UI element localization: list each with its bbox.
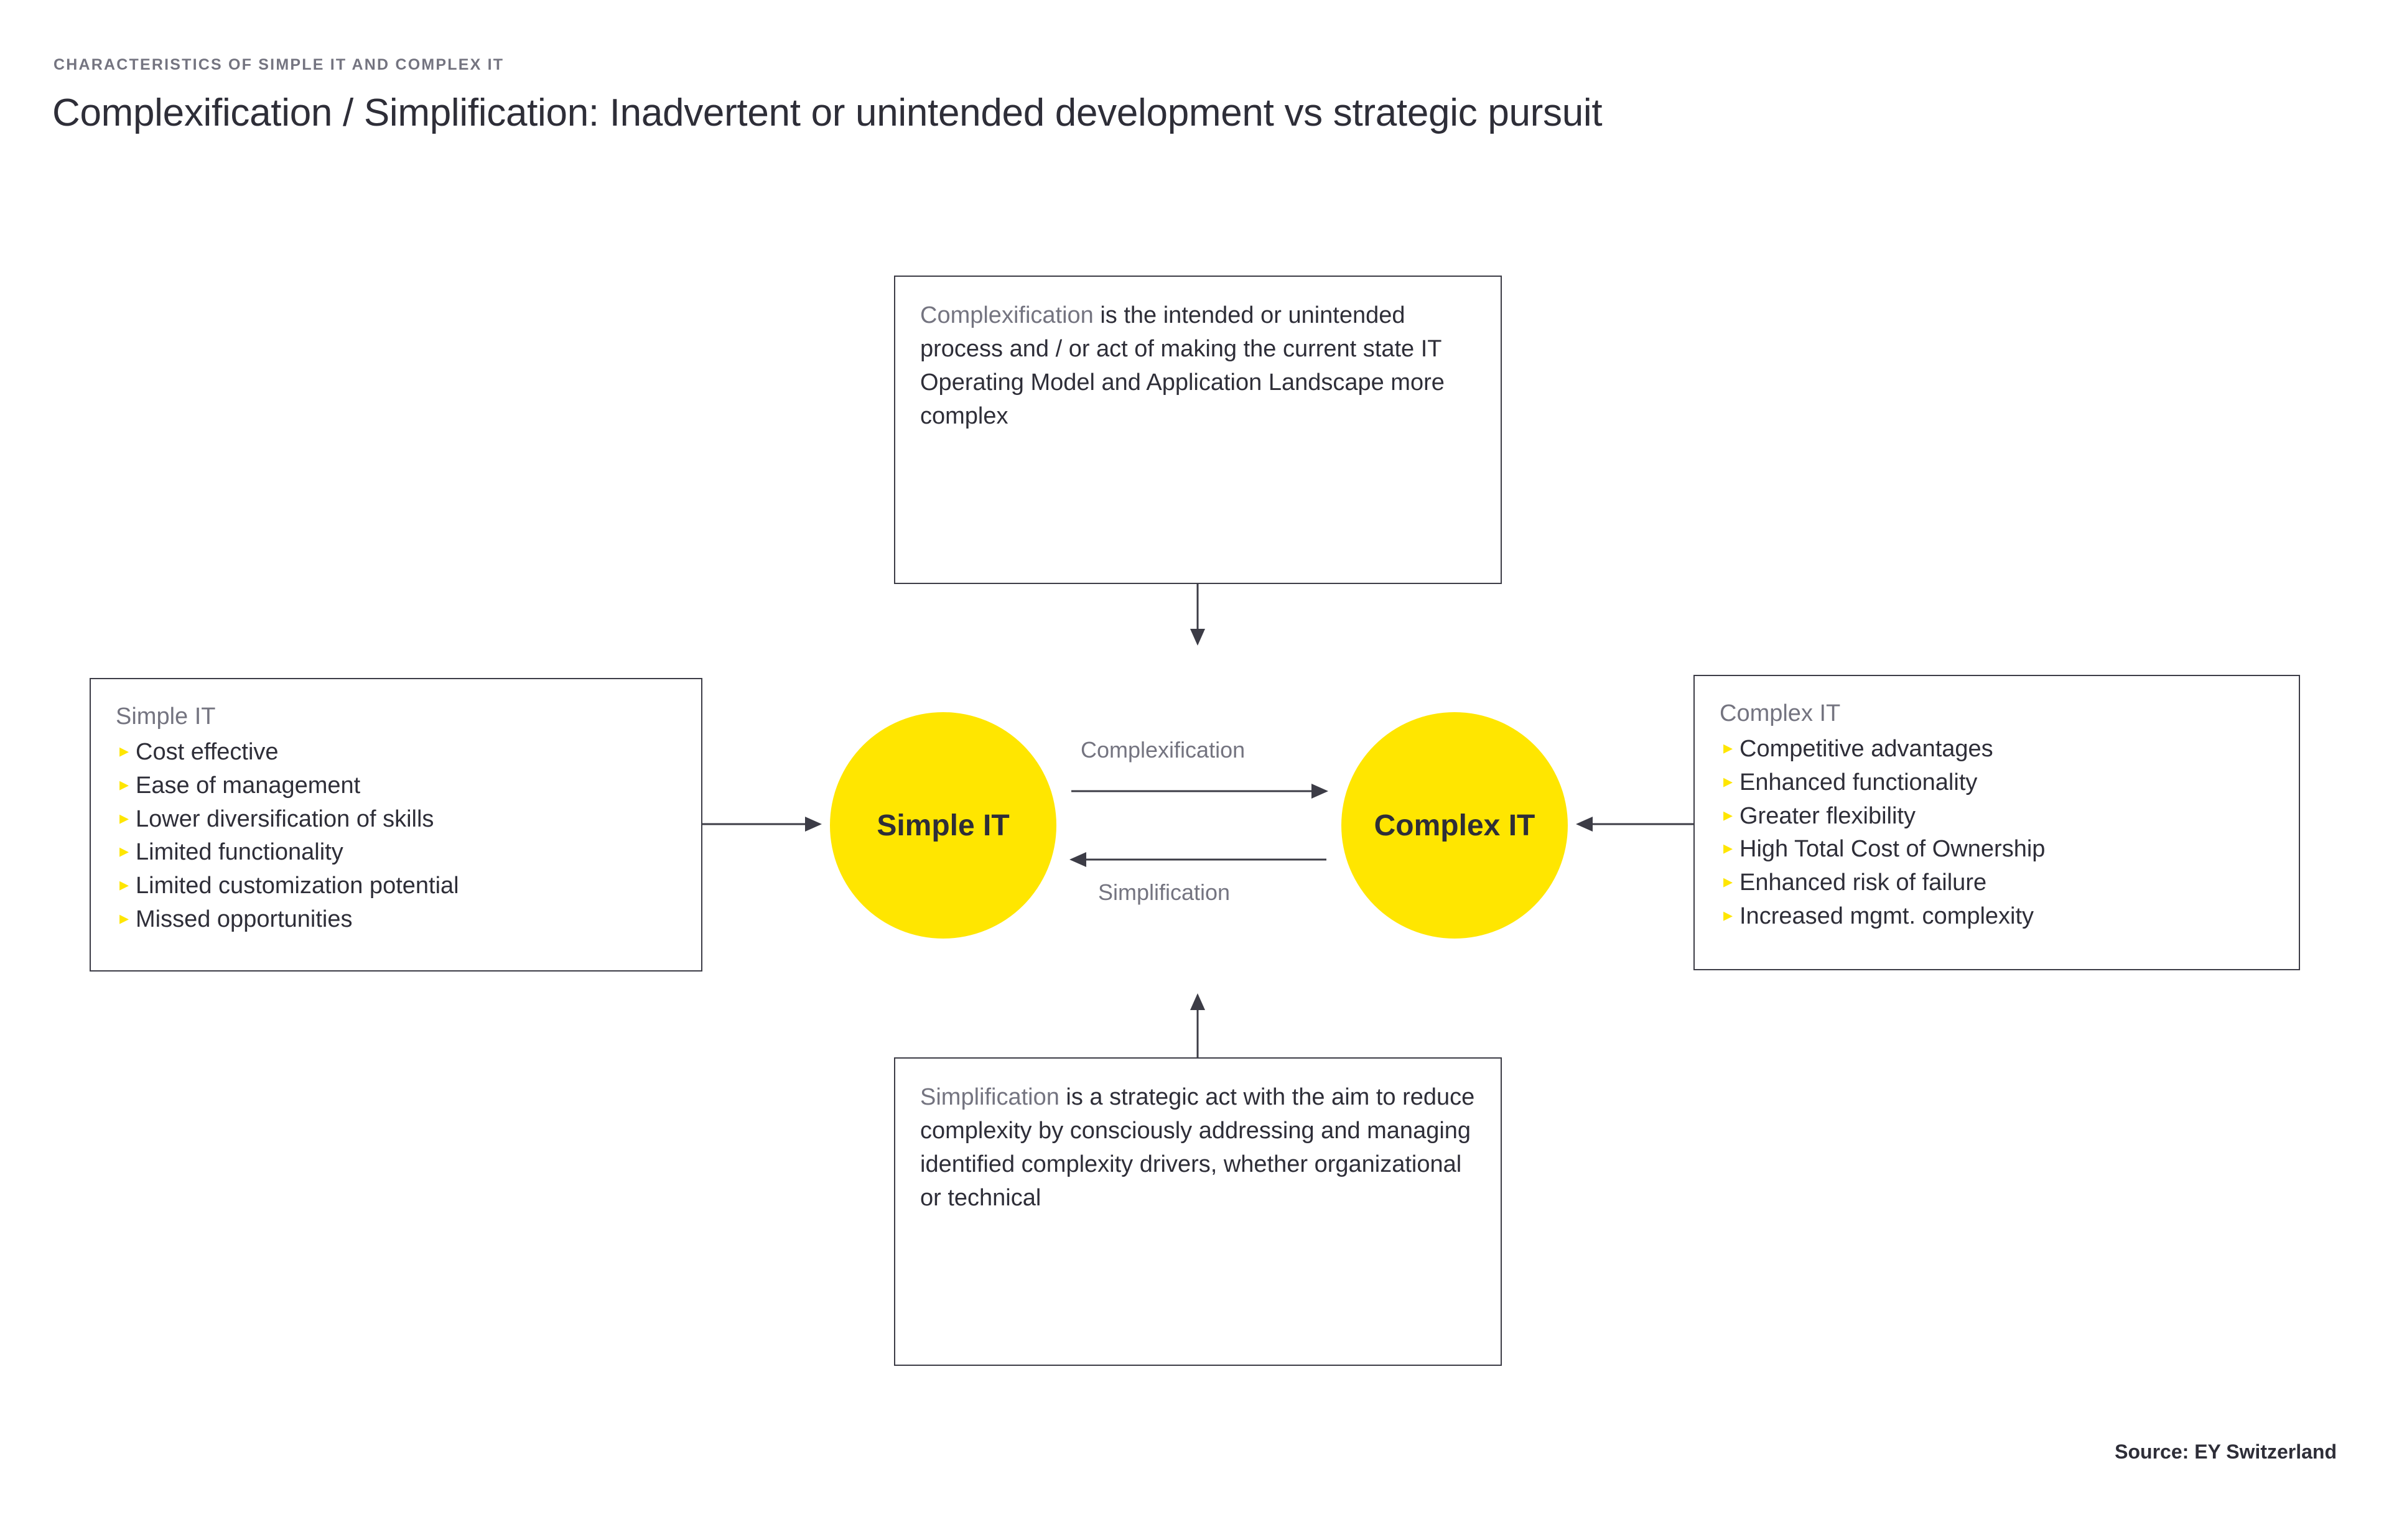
page-title: Complexification / Simplification: Inadvertent or unintended development vs strategic pursuit: [52, 91, 1603, 134]
simplification-description-box: [894, 1057, 1502, 1366]
simplification-text: is a strategic act with the aim to reduce complexity by consciously addressing and managing identified complexity drivers, whether organizational or technical: [920, 1084, 1475, 1211]
complex-it-characteristics-box: [1693, 675, 2300, 970]
list-item: ▸ Limited functionality: [116, 836, 676, 870]
list-item: ▸ Enhanced functionality: [1720, 766, 2274, 800]
complexification-description-box: [894, 276, 1502, 584]
complex-it-heading: Complex IT: [1720, 700, 1841, 726]
list-item: ▸ Limited customization potential: [116, 870, 676, 903]
list-item: ▸ Greater flexibility: [1720, 800, 2274, 833]
list-item: ▸ Lower diversification of skills: [116, 803, 676, 837]
simple-it-characteristics-box: [90, 678, 702, 972]
node-simple-it: Simple IT: [830, 712, 1056, 939]
eyebrow-label: CHARACTERISTICS OF SIMPLE IT AND COMPLEX IT: [54, 56, 505, 73]
complex-it-list: [1720, 733, 2274, 934]
list-item: ▸ Competitive advantages: [1720, 733, 2274, 766]
simplification-paragraph: [920, 1081, 1476, 1215]
source-note: Source: EY Switzerland: [2115, 1440, 2337, 1463]
simplification-lead: Simplification: [920, 1084, 1059, 1110]
simple-it-heading: Simple IT: [116, 703, 216, 730]
complexification-paragraph: [920, 299, 1476, 434]
list-item: ▸ Cost effective: [116, 736, 676, 769]
simple-it-list: [116, 736, 676, 937]
list-item: ▸ High Total Cost of Ownership: [1720, 833, 2274, 866]
list-item: ▸ Enhanced risk of failure: [1720, 866, 2274, 900]
complexification-text: is the intended or unintended process and / or act of making the current state IT Operating Model and Application Landscape more complex: [920, 302, 1445, 429]
list-item: ▸ Ease of management: [116, 769, 676, 803]
complexification-lead: Complexification: [920, 302, 1094, 328]
list-item: ▸ Missed opportunities: [116, 903, 676, 937]
node-complex-it: Complex IT: [1341, 712, 1568, 939]
connector-label-complexification: Complexification: [1081, 737, 1246, 763]
connector-label-simplification: Simplification: [1098, 879, 1231, 905]
list-item: ▸ Increased mgmt. complexity: [1720, 900, 2274, 934]
